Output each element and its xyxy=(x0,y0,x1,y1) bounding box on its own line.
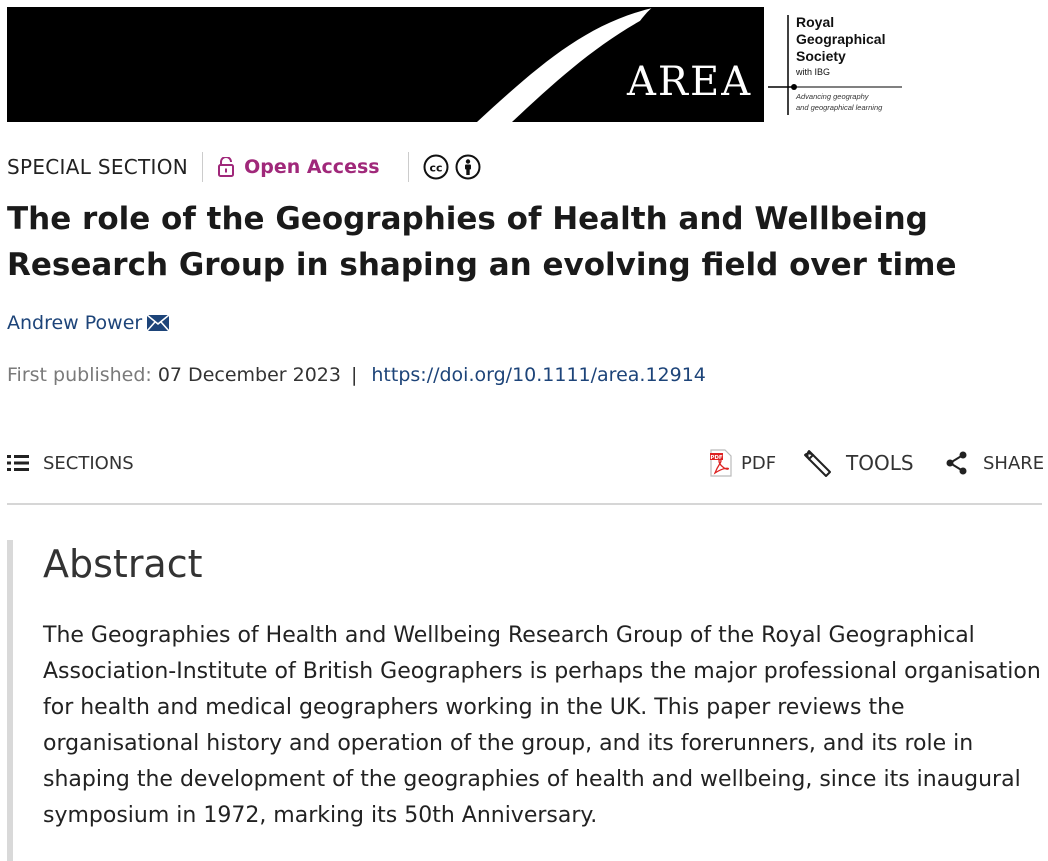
sections-button[interactable] xyxy=(7,446,134,480)
article-meta-row xyxy=(7,150,481,184)
attribution-icon[interactable] xyxy=(455,154,481,180)
separator: | xyxy=(350,364,358,386)
sections-label: SECTIONS xyxy=(43,452,134,474)
share-button[interactable] xyxy=(945,446,1044,480)
article-title: The role of the Geographies of Health and Wellbeing Research Group in shaping an evolving field over time xyxy=(7,201,957,283)
rgs-name-line1: Royal xyxy=(796,14,835,30)
article-toolbar xyxy=(7,446,1045,480)
abstract-section xyxy=(7,540,1048,861)
rgs-tagline-1: Advancing geography xyxy=(796,92,869,101)
section-label: SPECIAL SECTION xyxy=(7,155,189,179)
journal-banner[interactable] xyxy=(7,7,907,122)
toolbar-divider xyxy=(7,503,1042,505)
divider xyxy=(408,152,409,182)
license-icons[interactable] xyxy=(423,154,481,180)
share-icon xyxy=(945,450,969,476)
rgs-name-line2: Geographical xyxy=(796,31,886,47)
divider xyxy=(202,152,203,182)
first-published-date: 07 December 2023 xyxy=(157,364,341,386)
abstract-text: The Geographies of Health and Wellbeing Research Group of the Royal Geographical Association-Institute of British Geographers is perhaps the major professional organisation for health and medical geographers working in the UK. This paper reviews the organisational history and operation of the group, and its forerunners, and its role in shaping the development of the geographies of health and wellbeing, since its inaugural symposium in 1972, marking its 50th Anniversary. xyxy=(43,623,1041,828)
pdf-button[interactable] xyxy=(710,446,776,480)
rgs-with-ibg: with IBG xyxy=(796,67,831,77)
pdf-file-icon xyxy=(710,449,732,477)
author-row xyxy=(7,312,170,334)
open-access-label: Open Access xyxy=(244,156,380,178)
tools-label: TOOLS xyxy=(846,451,914,475)
author-name-link[interactable]: Andrew Power xyxy=(7,312,143,334)
share-label: SHARE xyxy=(983,452,1045,474)
wrench-icon xyxy=(802,448,832,478)
svg-text:PDF: PDF xyxy=(710,455,723,461)
publication-info xyxy=(7,364,706,386)
abstract-heading: Abstract xyxy=(43,542,203,586)
email-icon[interactable] xyxy=(146,314,170,332)
rgs-name-line3: Society xyxy=(796,48,846,64)
creative-commons-icon[interactable] xyxy=(423,154,449,180)
first-published-label: First published: xyxy=(7,364,152,386)
journal-name: AREA xyxy=(627,59,753,105)
open-access-badge[interactable] xyxy=(217,156,380,178)
doi-link[interactable]: https://doi.org/10.1111/area.12914 xyxy=(371,364,706,386)
svg-text:cc: cc xyxy=(429,161,443,175)
rgs-tagline-2: and geographical learning xyxy=(796,103,883,112)
pdf-label: PDF xyxy=(741,452,777,474)
tools-button[interactable] xyxy=(802,446,914,480)
unlocked-lock-icon xyxy=(217,157,235,177)
list-icon xyxy=(7,454,29,472)
rgs-logo xyxy=(764,7,907,122)
